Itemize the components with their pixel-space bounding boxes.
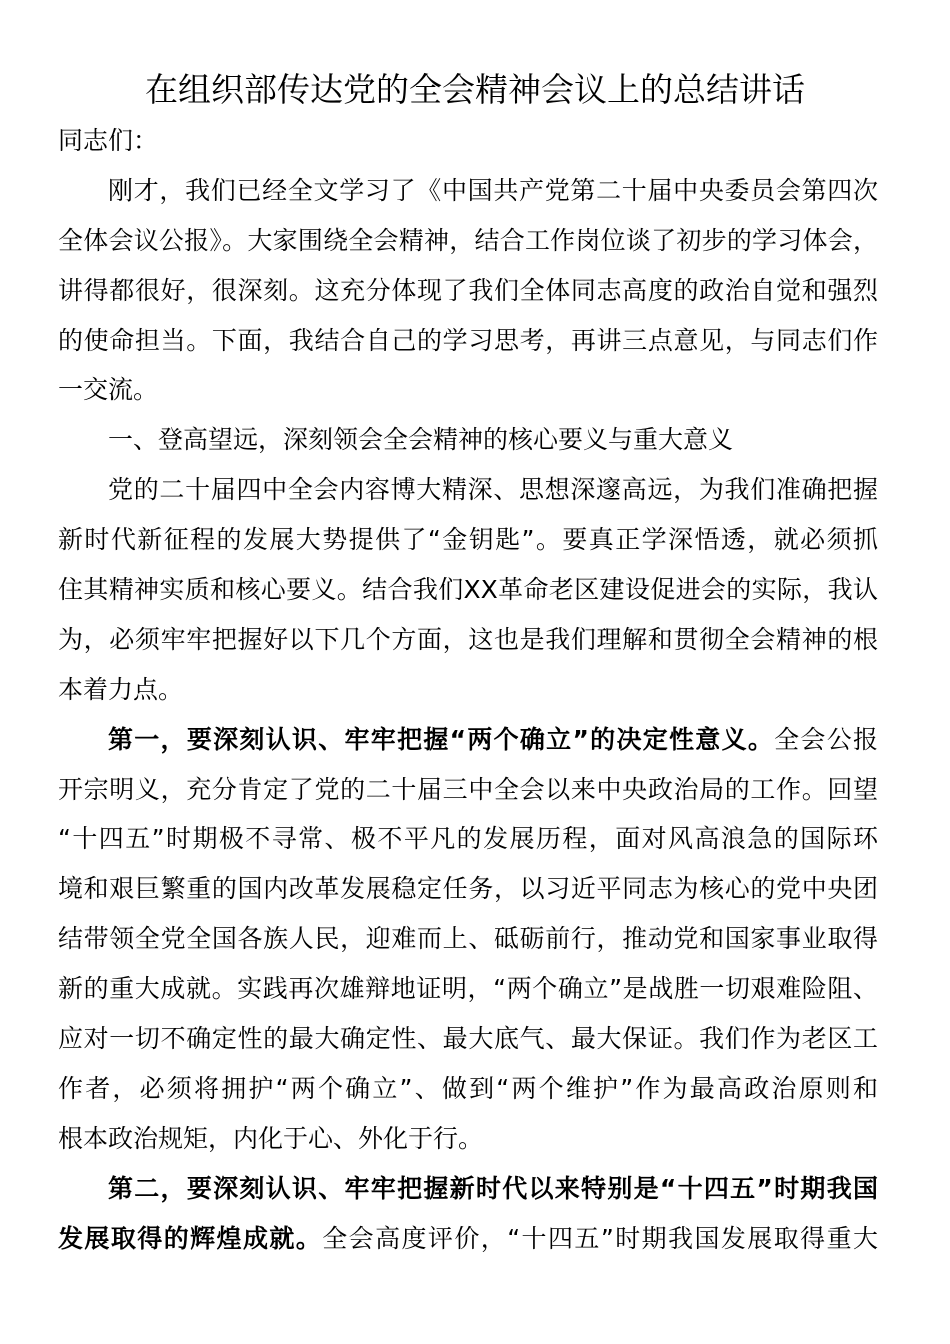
body-text: 应对一切不确定性的最大确定性、最大底气、最大保证。我们作为老区工 [58,1024,878,1054]
bold-heading-text: 发展取得的辉煌成就。 [58,1223,323,1253]
text-line [58,266,878,316]
text-line [58,365,878,415]
body-text: 全会公报 [774,724,878,754]
paragraph [58,116,878,166]
text-line [58,1214,878,1264]
text-line [58,864,878,914]
body-text: 新时代新征程的发展大势提供了“金钥匙”。要真正学深悟透，就必须抓 [58,525,878,555]
body-text: 新的重大成就。实践再次雄辩地证明，“两个确立”是战胜一切艰难险阻、 [58,974,878,1004]
body-text: 刚才，我们已经全文学习了《中国共产党第二十届中央委员会第四次 [108,175,878,205]
text-line [58,665,878,715]
text-line [58,914,878,964]
body-text: 讲得都很好，很深刻。这充分体现了我们全体同志高度的政治自觉和强烈 [58,275,878,305]
text-line [58,1164,878,1214]
body-text: 党的二十届四中全会内容博大精深、思想深邃高远，为我们准确把握 [108,475,878,505]
body-text: 一、登高望远，深刻领会全会精神的核心要义与重大意义 [108,425,734,455]
text-line [58,1114,878,1164]
paragraph [58,1164,878,1264]
body-text: 为，必须牢牢把握好以下几个方面，这也是我们理解和贯彻全会精神的根 [58,624,878,654]
body-text: 同志们： [58,126,159,155]
bold-heading-text: 第一，要深刻认识、牢牢把握“两个确立”的决定性意义。 [108,724,775,754]
body-text: 住其精神实质和核心要义。结合我们XX革命老区建设促进会的实际，我认 [58,575,878,605]
text-line [58,565,878,615]
text-line [58,615,878,665]
body-text: 根本政治规矩，内化于心、外化于行。 [58,1123,484,1153]
paragraph [58,715,878,1164]
text-line [58,814,878,864]
body-text: “十四五”时期极不寻常、极不平凡的发展历程，面对风高浪急的国际环 [58,824,878,854]
text-line [58,166,878,216]
document-title: 在组织部传达党的全会精神会议上的总结讲话 [145,70,805,109]
body-text: 的使命担当。下面，我结合自己的学习思考，再讲三点意见，与同志们作 [58,325,878,355]
text-line [58,316,878,366]
paragraph [58,166,878,415]
text-line [58,515,878,565]
paragraph [58,415,878,465]
body-text: 开宗明义，充分肯定了党的二十届三中全会以来中央政治局的工作。回望 [58,774,878,804]
paragraph [58,465,878,714]
text-line [58,465,878,515]
text-line [58,765,878,815]
text-line [58,216,878,266]
text-line [58,415,878,465]
text-line [58,715,878,765]
body-text: 作者，必须将拥护“两个确立”、做到“两个维护”作为最高政治原则和 [58,1073,878,1103]
document-body [58,116,878,1263]
body-text: 本着力点。 [58,674,184,704]
bold-heading-text: 第二，要深刻认识、牢牢把握新时代以来特别是“十四五”时期我国 [108,1173,878,1203]
body-text: 全体会议公报》。大家围绕全会精神，结合工作岗位谈了初步的学习体会， [58,225,878,255]
text-line [58,964,878,1014]
text-line [58,1014,878,1064]
body-text: 一交流。 [58,375,159,405]
text-line [58,116,878,166]
body-text: 境和艰巨繁重的国内改革发展稳定任务，以习近平同志为核心的党中央团 [58,874,878,904]
body-text: 全会高度评价，“十四五”时期我国发展取得重大 [322,1223,878,1253]
body-text: 结带领全党全国各族人民，迎难而上、砥砺前行，推动党和国家事业取得 [58,924,878,954]
text-line [58,1064,878,1114]
